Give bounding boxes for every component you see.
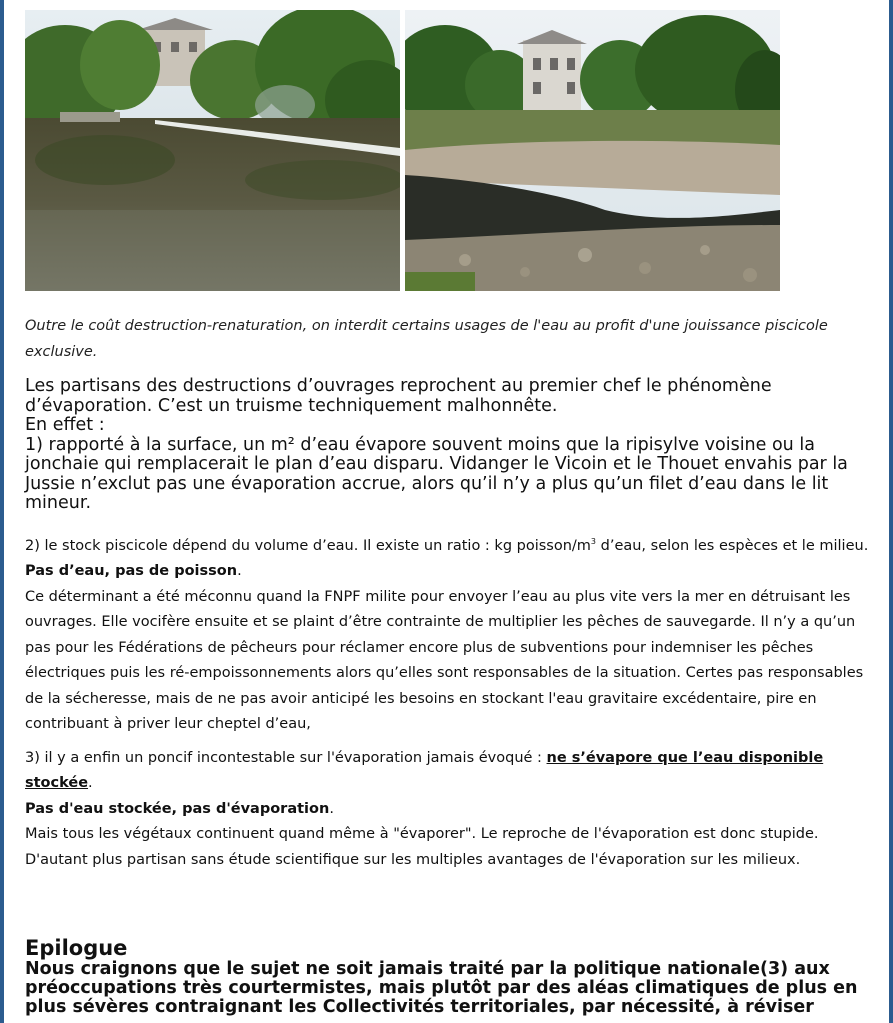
photo-pair bbox=[25, 10, 781, 291]
page-border-left bbox=[0, 0, 4, 1023]
bold-statement-fish: Pas d’eau, pas de poisson bbox=[25, 563, 238, 580]
weir-full-image bbox=[25, 10, 400, 291]
weir-full-photo bbox=[25, 10, 400, 291]
lead-intro: Les partisans des destructions d’ouvrages reprochent au premier chef le phénomène d’évaporation. C’est un truisme techniquement malhonnête. bbox=[25, 376, 772, 416]
dry-riverbed-image bbox=[405, 10, 780, 291]
lead-paragraphs bbox=[25, 377, 875, 514]
point-3-text: 3) il y a enfin un poncif incontestable sur l'évaporation jamais évoqué : bbox=[25, 749, 547, 766]
epilogue-title: Epilogue bbox=[25, 936, 128, 960]
lead-point-1: 1) rapporté à la surface, un m² d’eau évapore souvent moins que la ripisylve voisine ou la jonchaie qui remplacerait le plan d’eau disparu. Vidanger le Vicoin et le Thouet envahis par la Jussie n’exclut pas une évaporation accrue, alors qu’il n’y a plus qu’un filet d’eau dans le lit mineur. bbox=[25, 434, 848, 513]
point-3 bbox=[25, 746, 875, 797]
lead-en-effet: En effet : bbox=[25, 415, 105, 435]
period: . bbox=[237, 563, 242, 580]
epilogue-text: Nous craignons que le sujet ne soit jamais traité par la politique nationale(3) aux préoccupations très courtermistes, mais plutôt par des aléas climatiques de plus en plus sévères contraignant les Collectivités territoriales, par nécessité, à réviser bbox=[25, 959, 858, 1017]
photo-caption: Outre le coût destruction-renaturation, on interdit certains usages de l'eau au profit d'une jouissance piscicole exclusive. bbox=[25, 317, 828, 360]
stored-water-link[interactable]: ne s’évapore que l’eau disponible stockée bbox=[25, 749, 824, 792]
superscript-3: 3 bbox=[590, 537, 597, 546]
dry-riverbed-photo bbox=[405, 10, 780, 291]
page-border-right bbox=[889, 0, 893, 1023]
point-2 bbox=[25, 529, 875, 559]
point-3-detail: Mais tous les végétaux continuent quand même à "évaporer". Le reproche de l'évaporation est donc stupide. D'autant plus partisan sans étude scientifique sur les multiples avantages de l'évaporation sur les milieux. bbox=[25, 826, 819, 868]
point-2-text-end: d’eau, selon les espèces et le milieu. bbox=[596, 537, 869, 554]
epilogue-section bbox=[25, 936, 875, 1017]
period: . bbox=[329, 800, 334, 817]
point-2-bold bbox=[25, 559, 875, 585]
point-2-detail: Ce déterminant a été méconnu quand la FNPF milite pour envoyer l’eau au plus vite vers la mer en détruisant les ouvrages. Elle vocifère ensuite et se plaint d’être contrainte de multiplier les pêches de sauvegarde. Il n’y a qu’un pas pour les Fédérations de pêcheurs pour réclamer encore plus de subventions pour indemniser les pêches électriques puis les ré-empoissonnements alors qu’elles sont responsables de la situation. Certes pas responsables de la sécheresse, mais de ne pas avoir anticipé les besoins en stockant l'eau gravitaire excédentaire, pire en contribuant à priver leur cheptel d’eau, bbox=[25, 588, 864, 733]
bold-statement-evaporation: Pas d'eau stockée, pas d'évaporation bbox=[25, 800, 330, 817]
point-2-text: 2) le stock piscicole dépend du volume d’eau. Il existe un ratio : kg poisson/m bbox=[25, 537, 591, 554]
period: . bbox=[88, 775, 93, 792]
point-3-bold bbox=[25, 797, 875, 823]
article-body bbox=[25, 529, 875, 873]
